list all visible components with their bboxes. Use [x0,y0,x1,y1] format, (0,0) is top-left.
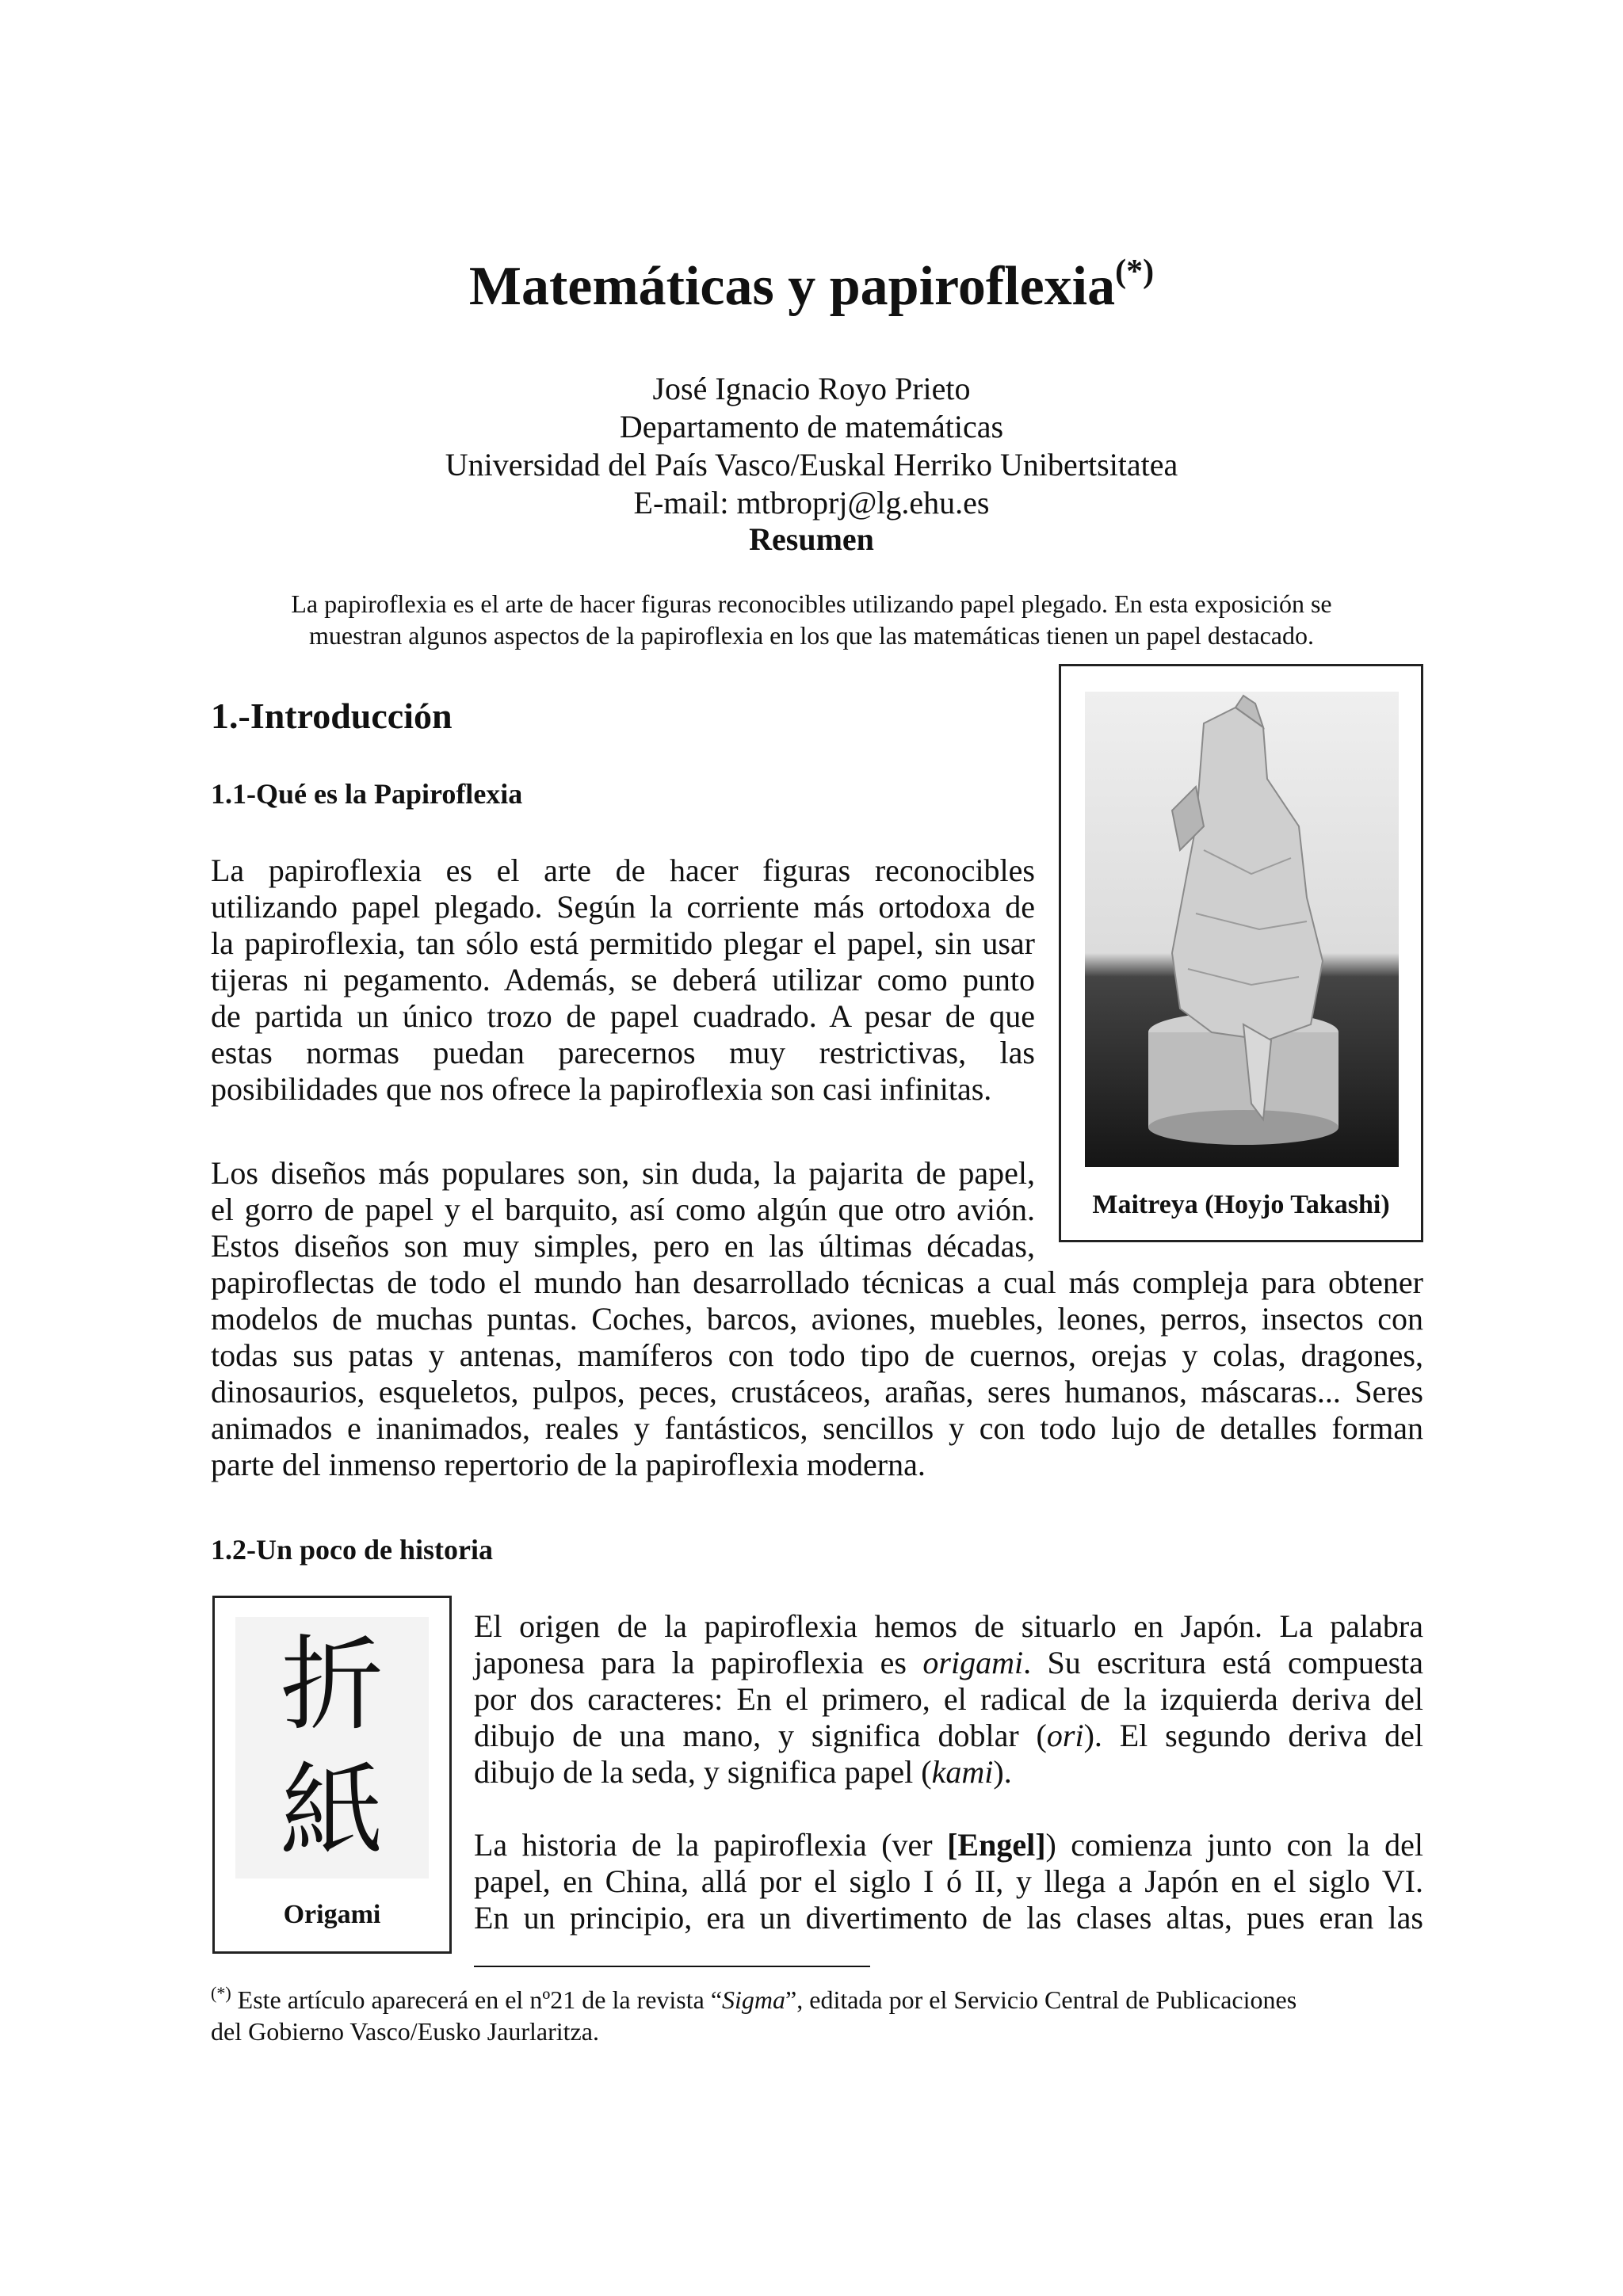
text-segment: dibujo de una mano, y significa doblar ( [474,1718,1047,1753]
text-line [474,1645,1423,1681]
footnote-text: Este artículo aparecerá en el nº21 de la revista “ [231,1985,723,2014]
paragraph-continuation [211,1264,1423,1483]
journal-name: Sigma [722,1985,786,2014]
text-line [474,1863,1423,1900]
text-line: papiroflectas de todo el mundo han desarrollado técnicas a cual más compleja para obtener [211,1264,1423,1300]
author-university: Universidad del País Vasco/Euskal Herriko Unibertsitatea [445,447,1178,482]
title-footnote-mark: (*) [1115,254,1155,290]
title-text: Matemáticas y papiroflexia [468,256,1116,317]
text-line: La papiroflexia es el arte de hacer figuras reconocibles [211,852,1035,888]
paragraph [474,1608,1423,1791]
kanji-ori: 折 [280,1624,384,1745]
text-line: posibilidades que nos ofrece la papiroflexia son casi infinitas. [211,1071,992,1107]
text-line [474,1608,1423,1645]
text-line [474,1681,1423,1718]
paragraph [211,852,1035,1108]
figure-caption: Maitreya (Hoyjo Takashi) [1092,1190,1390,1219]
text-line: dinosaurios, esqueletos, pulpos, peces, crustáceos, arañas, seres humanos, máscaras... Seres [211,1374,1423,1409]
text-segment: ). [993,1754,1012,1790]
abstract-heading: Resumen [749,521,874,557]
text-line: Los diseños más populares son, sin duda, la pajarita de papel, [211,1155,1035,1191]
text-segment: por dos caracteres: En el primero, el radical de la izquierda deriva del [474,1681,1423,1717]
text-segment: El origen de la papiroflexia hemos de situarlo en Japón. La palabra [474,1608,1423,1644]
text-line: parte del inmenso repertorio de la papiroflexia moderna. [211,1447,926,1482]
footnote [211,1978,1447,2047]
author-department: Departamento de matemáticas [619,409,1004,444]
section-heading: 1.-Introducción [211,696,453,736]
footnote-mark: (*) [211,1983,231,2003]
citation: [Engel] [947,1827,1046,1863]
text-line: de partida un único trozo de papel cuadrado. A pesar de que [211,998,1035,1034]
paragraph [211,1155,1035,1264]
text-segment: papel, en China, allá por el siglo I ó II, y llega a Japón en el siglo VI. [474,1863,1423,1899]
text-line: utilizando papel plegado. Según la corriente más ortodoxa de [211,889,1035,925]
abstract-line: La papiroflexia es el arte de hacer figuras reconocibles utilizando papel plegado. En esta exposición se [291,589,1332,618]
text-line [474,1718,1423,1754]
text-line [474,1827,1423,1863]
text-line: modelos de muchas puntas. Coches, barcos, aviones, muebles, leones, perros, insectos con [211,1301,1423,1337]
origami-characters-image [235,1617,429,1878]
text-segment: ) comienza junto con la del [1045,1827,1423,1863]
text-segment: . Su escritura está compuesta [1023,1645,1424,1680]
italic-term: origami [922,1645,1024,1680]
maitreya-photo [1085,692,1399,1167]
paragraph [474,1827,1423,1936]
author-name: José Ignacio Royo Prieto [652,371,971,406]
footnote-text: ”, editada por el Servicio Central de Publicaciones [785,1985,1297,2014]
kanji-kami: 紙 [280,1751,384,1871]
text-line [474,1900,1423,1936]
footnote-rule [474,1966,870,1967]
italic-term: kami [931,1754,994,1790]
text-segment: ). El segundo deriva del [1083,1718,1424,1753]
text-segment: La historia de la papiroflexia (ver [474,1827,948,1863]
abstract-line: muestran algunos aspectos de la papiroflexia en los que las matemáticas tienen un papel destacado. [309,621,1314,650]
subsection-heading: 1.2-Un poco de historia [211,1534,494,1566]
text-line: tijeras ni pegamento. Además, se deberá utilizar como punto [211,962,1035,997]
italic-term: ori [1046,1718,1084,1753]
text-line: todas sus patas y antenas, mamíferos con todo tipo de cuernos, orejas y colas, dragones, [211,1337,1423,1373]
text-line: animados e inanimados, reales y fantásticos, sencillos y con todo lujo de detalles forman [211,1410,1423,1446]
figure-maitreya [1059,664,1423,1242]
figure-caption: Origami [283,1900,381,1929]
text-line: Estos diseños son muy simples, pero en las últimas décadas, [211,1228,1035,1264]
text-line: la papiroflexia, tan sólo está permitido plegar el papel, sin usar [211,925,1035,961]
subsection-heading: 1.1-Qué es la Papiroflexia [211,778,523,810]
figure-origami [212,1596,452,1954]
footnote-line [211,1978,1447,2016]
paper-title [0,255,1623,315]
text-line: estas normas puedan parecernos muy restrictivas, las [211,1035,1035,1070]
text-segment: En un principio, era un divertimento de las clases altas, pues eran las [474,1900,1423,1936]
footnote-line: del Gobierno Vasco/Eusko Jaurlaritza. [211,2017,599,2046]
author-email: E-mail: mtbroprj@lg.ehu.es [633,485,990,521]
text-line: el gorro de papel y el barquito, así como algún que otro avión. [211,1192,1035,1227]
text-segment: japonesa para la papiroflexia es [474,1645,923,1680]
text-line [474,1754,1423,1791]
text-segment: dibujo de la seda, y significa papel ( [474,1754,932,1790]
origami-figure-image [1085,692,1399,1167]
